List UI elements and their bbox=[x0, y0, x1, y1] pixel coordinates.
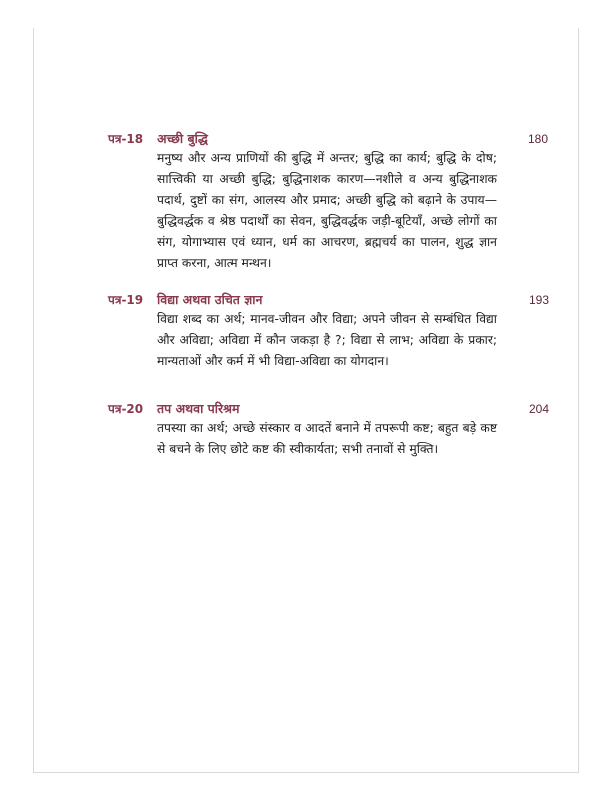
letter-number: पत्र-18 bbox=[108, 132, 144, 146]
entry-description: मनुष्य और अन्य प्राणियों की बुद्धि में अन्तर; बुद्धि का कार्य; बुद्धि के दोष; सात्त्विकी या अच्छी बुद्धि; बुद्धिनाशक कारण—नशीले व अन्य बुद्धिनाशक पदार्थ, दुष्टों का संग, आलस्य और प्रमाद; अच्छी बुद्धि को बढ़ाने के उपाय—बुद्धिवर्द्धक व श्रेष्ठ पदार्थों का सेवन, बुद्धिवर्द्धक जड़ी-बूटियाँ, अच्छे लोगों का संग, योगाभ्यास एवं ध्यान, धर्म का आचरण, ब्रह्मचर्य का पालन, शुद्ध ज्ञान प्राप्त करना, आत्म मन्थन। bbox=[157, 151, 497, 270]
page-number: 180 bbox=[527, 132, 548, 146]
entry-title: विद्या अथवा उचित ज्ञान bbox=[157, 292, 263, 307]
entry-title: तप अथवा परिश्रम bbox=[157, 401, 240, 416]
entry-description: विद्या शब्द का अर्थ; मानव-जीवन और विद्या; अपने जीवन से सम्बंधित विद्या और अविद्या; अविद्या में कौन जकड़ा है ?; विद्या से लाभ; अविद्या के प्रकार; मान्यताओं और कर्म में भी विद्या-अविद्या का योगदान। bbox=[157, 312, 497, 368]
page-number: 204 bbox=[528, 402, 549, 416]
letter-number: पत्र-20 bbox=[108, 402, 144, 416]
entry-description: तपस्या का अर्थ; अच्छे संस्कार व आदतें बनाने में तपरूपी कष्ट; बहुत बड़े कष्ट से बचने के लिए छोटे कष्ट की स्वीकार्यता; सभी तनावों से मुक्ति। bbox=[157, 421, 497, 456]
entry-title: अच्छी बुद्धि bbox=[157, 131, 208, 146]
letter-number: पत्र-19 bbox=[108, 293, 144, 307]
page-number: 193 bbox=[528, 293, 549, 307]
